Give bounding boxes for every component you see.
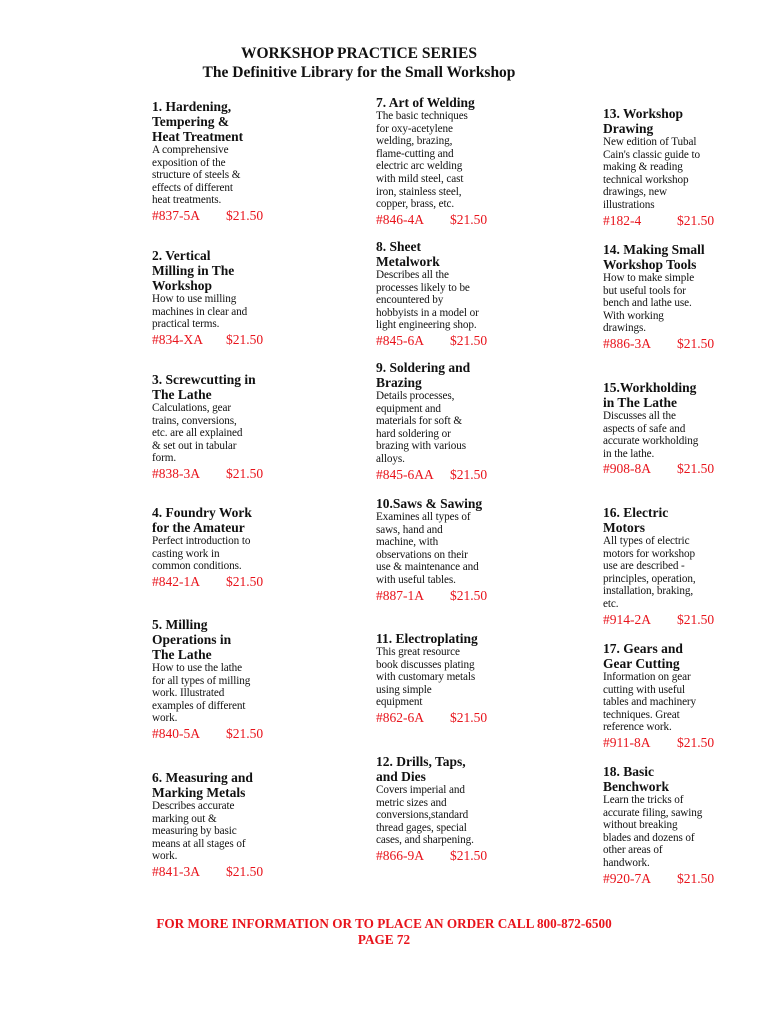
item-price: $21.50	[226, 207, 264, 223]
item-price: $21.50	[450, 709, 488, 725]
item-price: $21.50	[677, 870, 715, 886]
item-price: $21.50	[226, 573, 264, 589]
item-description: How to make simple but useful tools for bench and lathe use. With working drawings.	[603, 272, 695, 335]
item-title: 3. Screwcutting in The Lathe	[152, 372, 256, 402]
item-title: 10.Saws & Sawing	[376, 496, 483, 511]
item-code: #845-6AA	[376, 466, 434, 482]
catalog-item	[152, 505, 282, 590]
item-price-line	[376, 848, 500, 864]
item-description: New edition of Tubal Cain's classic guide to making & reading technical workshop drawings, new illustrations	[603, 136, 700, 211]
item-description: A comprehensive exposition of the structure of steels & effects of different heat treatments.	[152, 144, 241, 207]
item-description: Discusses all the aspects of safe and accurate workholding in the lathe.	[603, 410, 699, 460]
item-price: $21.50	[450, 466, 488, 482]
item-title: 2. Vertical Milling in The Workshop	[152, 248, 235, 293]
catalog-item	[603, 641, 725, 751]
item-code: #911-8A	[603, 734, 651, 750]
item-price-line	[603, 336, 725, 352]
item-price: $21.50	[226, 725, 264, 741]
item-title: 18. Basic Benchwork	[603, 764, 670, 794]
catalog-item	[376, 360, 500, 483]
item-description: How to use milling machines in clear and practical terms.	[152, 293, 248, 331]
item-code: #920-7A	[603, 870, 651, 886]
catalog-item	[603, 242, 725, 352]
item-price-line	[152, 726, 282, 742]
item-title: 14. Making Small Workshop Tools	[603, 242, 705, 272]
item-description: This great resource book discusses plating with customary metals using simple equipment	[376, 646, 476, 709]
catalog-item	[376, 631, 500, 726]
item-price-line	[603, 612, 725, 628]
item-title: 9. Soldering and Brazing	[376, 360, 471, 390]
item-price: $21.50	[677, 212, 715, 228]
item-price-line	[603, 871, 725, 887]
item-code: #840-5A	[152, 725, 200, 741]
catalog-item	[152, 372, 282, 482]
catalog-item	[152, 770, 282, 880]
page-number: PAGE 72	[357, 932, 411, 947]
item-price: $21.50	[226, 863, 264, 879]
item-price: $21.50	[226, 465, 264, 481]
item-price: $21.50	[677, 461, 715, 477]
item-title: 7. Art of Welding	[376, 95, 475, 110]
item-description: Details processes, equipment and materials for soft & hard soldering or brazing with various alloys.	[376, 390, 466, 465]
item-price-line	[376, 710, 500, 726]
item-price-line	[152, 332, 282, 348]
item-price: $21.50	[450, 587, 488, 603]
item-title: 11. Electroplating	[376, 631, 478, 646]
item-description: Describes all the processes likely to be encountered by hobbyists in a model or light engineering shop.	[376, 269, 479, 332]
item-price: $21.50	[677, 611, 715, 627]
item-title: 13. Workshop Drawing	[603, 106, 684, 136]
item-code: #887-1A	[376, 587, 424, 603]
item-description: Calculations, gear trains, conversions, etc. are all explained & set out in tabular form.	[152, 402, 243, 465]
item-price-line	[376, 212, 500, 228]
catalog-item	[152, 617, 282, 742]
item-price-line	[152, 208, 282, 224]
catalog-item	[376, 754, 500, 864]
catalog-item	[603, 380, 725, 477]
item-code: #908-8A	[603, 461, 651, 477]
item-description: Learn the tricks of accurate filing, sawing without breaking blades and dozens of other areas of handwork.	[603, 794, 703, 869]
item-code: #846-4A	[376, 211, 424, 227]
catalog-item	[376, 95, 500, 228]
item-code: #914-2A	[603, 611, 651, 627]
item-price: $21.50	[226, 331, 264, 347]
item-price: $21.50	[450, 332, 488, 348]
item-description: Information on gear cutting with useful tables and machinery techniques. Great reference work.	[603, 671, 697, 734]
item-description: Examines all types of saws, hand and machine, with observations on their use & maintenance and with useful tables.	[376, 511, 479, 586]
item-price-line	[603, 735, 725, 751]
item-code: #886-3A	[603, 335, 651, 351]
item-code: #866-9A	[376, 847, 424, 863]
item-price-line	[376, 333, 500, 349]
item-title: 12. Drills, Taps, and Dies	[376, 754, 466, 784]
item-price-line	[152, 466, 282, 482]
item-code: #841-3A	[152, 863, 200, 879]
catalog-item	[152, 99, 282, 224]
item-title: 1. Hardening, Tempering & Heat Treatment	[152, 99, 244, 144]
item-title: 8. Sheet Metalwork	[376, 239, 440, 269]
item-description: Covers imperial and metric sizes and conversions,standard thread gages, special cases, and sharpening.	[376, 784, 474, 847]
catalog-item	[376, 239, 500, 349]
page-footer	[0, 916, 768, 948]
catalog-item	[603, 106, 725, 229]
catalog-item	[603, 764, 725, 887]
item-code: #838-3A	[152, 465, 200, 481]
item-code: #862-6A	[376, 709, 424, 725]
item-code: #842-1A	[152, 573, 200, 589]
page-header	[0, 44, 718, 82]
item-price-line	[603, 213, 725, 229]
series-title: WORKSHOP PRACTICE SERIES	[241, 45, 477, 62]
item-title: 6. Measuring and Marking Metals	[152, 770, 253, 800]
item-code: #837-5A	[152, 207, 200, 223]
item-price: $21.50	[677, 335, 715, 351]
item-description: The basic techniques for oxy-acetylene welding, brazing, flame-cutting and electric arc welding with mild steel, cast iron, stainless steel, copper, brass, etc.	[376, 110, 468, 211]
item-price-line	[603, 461, 725, 477]
catalog-item	[152, 248, 282, 348]
catalog-item	[603, 505, 725, 628]
series-subtitle: The Definitive Library for the Small Workshop	[202, 64, 516, 81]
item-price: $21.50	[450, 847, 488, 863]
item-code: #845-6A	[376, 332, 424, 348]
item-description: How to use the lathe for all types of milling work. Illustrated examples of different work.	[152, 662, 251, 725]
item-price: $21.50	[450, 211, 488, 227]
item-price-line	[152, 864, 282, 880]
item-title: 4. Foundry Work for the Amateur	[152, 505, 252, 535]
item-price: $21.50	[677, 734, 715, 750]
item-code: #834-XA	[152, 331, 203, 347]
item-description: All types of electric motors for workshop use are described - principles, operation, installation, braking, etc.	[603, 535, 696, 610]
item-description: Perfect introduction to casting work in common conditions.	[152, 535, 251, 573]
item-title: 17. Gears and Gear Cutting	[603, 641, 683, 671]
item-title: 15.Workholding in The Lathe	[603, 380, 697, 410]
item-price-line	[376, 467, 500, 483]
item-title: 16. Electric Motors	[603, 505, 669, 535]
item-title: 5. Milling Operations in The Lathe	[152, 617, 232, 662]
item-price-line	[152, 574, 282, 590]
item-price-line	[376, 588, 500, 604]
catalog-item	[376, 496, 500, 604]
item-code: #182-4	[603, 212, 642, 228]
order-info-line: FOR MORE INFORMATION OR TO PLACE AN ORDER CALL 800-872-6500	[156, 916, 612, 931]
item-description: Describes accurate marking out & measuring by basic means at all stages of work.	[152, 800, 246, 863]
